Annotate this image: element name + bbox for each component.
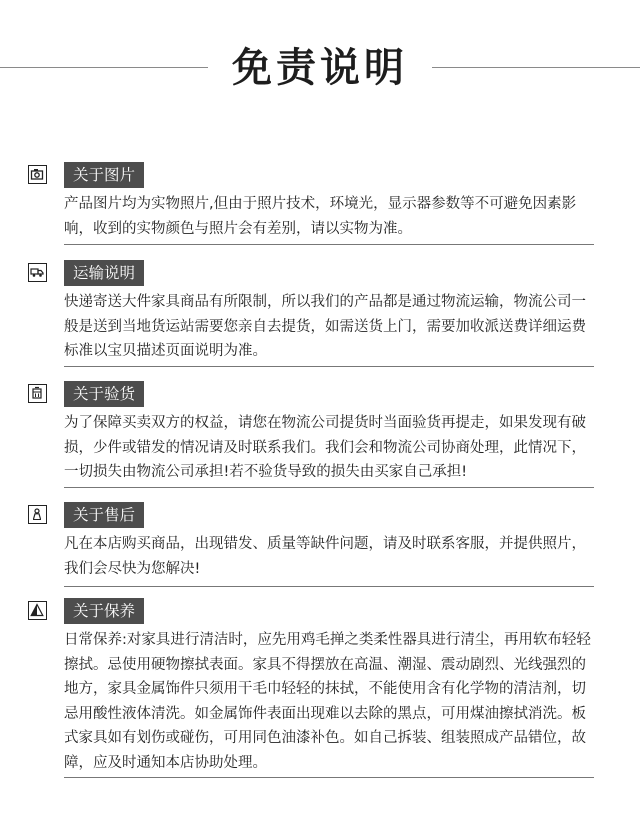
divider [64, 366, 594, 367]
section-maintenance [28, 598, 594, 771]
section-label-inspection: 关于验货 [64, 381, 144, 407]
person-icon [28, 505, 47, 524]
section-label-after-sales: 关于售后 [64, 502, 144, 528]
section-text-shipping: 快递寄送大件家具商品有所限制，所以我们的产品都是通过物流运输，物流公司一般是送到当地货运站需要您亲自去提货，如需送货上门，需要加收派送费详细运费标准以宝贝描述页面说明为准。 [64, 294, 586, 359]
truck-icon [28, 263, 47, 282]
section-text-maintenance: 日常保养:对家具进行清洁时，应先用鸡毛掸之类柔性器具进行清尘，再用软布轻轻擦拭。忌使用硬物擦拭表面。家具不得摆放在高温、潮湿、震动剧烈、光线强烈的地方，家具金属饰件只须用干毛巾轻轻的抹拭，不能使用含有化学物的清洁剂，切忌用酸性液体清洗。如金属饰件表面出现难以去除的黑点，可用煤油擦拭消洗。板式家具如有划伤或碰伤，可用同色油漆补色。如自己拆装、组装照成产品错位，故障，应及时通知本店协助处理。 [64, 632, 591, 771]
section-after-sales [28, 502, 594, 577]
title-divider-right [432, 67, 640, 68]
title-header [0, 40, 640, 96]
section-label-shipping: 运输说明 [64, 260, 144, 286]
section-photos [28, 162, 594, 237]
divider [64, 244, 594, 245]
divider [64, 777, 594, 778]
section-label-maintenance: 关于保养 [64, 598, 144, 624]
section-text-photos: 产品图片均为实物照片,但由于照片技术，环境光，显示器参数等不可避免因素影响，收到的实物颜色与照片会有差别，请以实物为准。 [64, 196, 577, 237]
section-label-photos: 关于图片 [64, 162, 144, 188]
warning-icon [28, 601, 47, 620]
divider [64, 586, 594, 587]
divider [64, 487, 594, 488]
section-text-inspection: 为了保障买卖双方的权益，请您在物流公司提货时当面验货再提走，如果发现有破损，少件或错发的情况请及时联系我们。我们会和物流公司协商处理，此情况下，一切损失由物流公司承担!若不验货导致的损失由买家自己承担! [64, 415, 586, 480]
section-shipping [28, 260, 594, 359]
camera-icon [28, 165, 47, 184]
package-icon [28, 384, 47, 403]
section-text-after-sales: 凡在本店购买商品，出现错发、质量等缺件问题，请及时联系客服，并提供照片，我们会尽快为您解决! [64, 536, 586, 577]
section-inspection [28, 381, 594, 480]
page-title: 免责说明 [232, 45, 408, 91]
